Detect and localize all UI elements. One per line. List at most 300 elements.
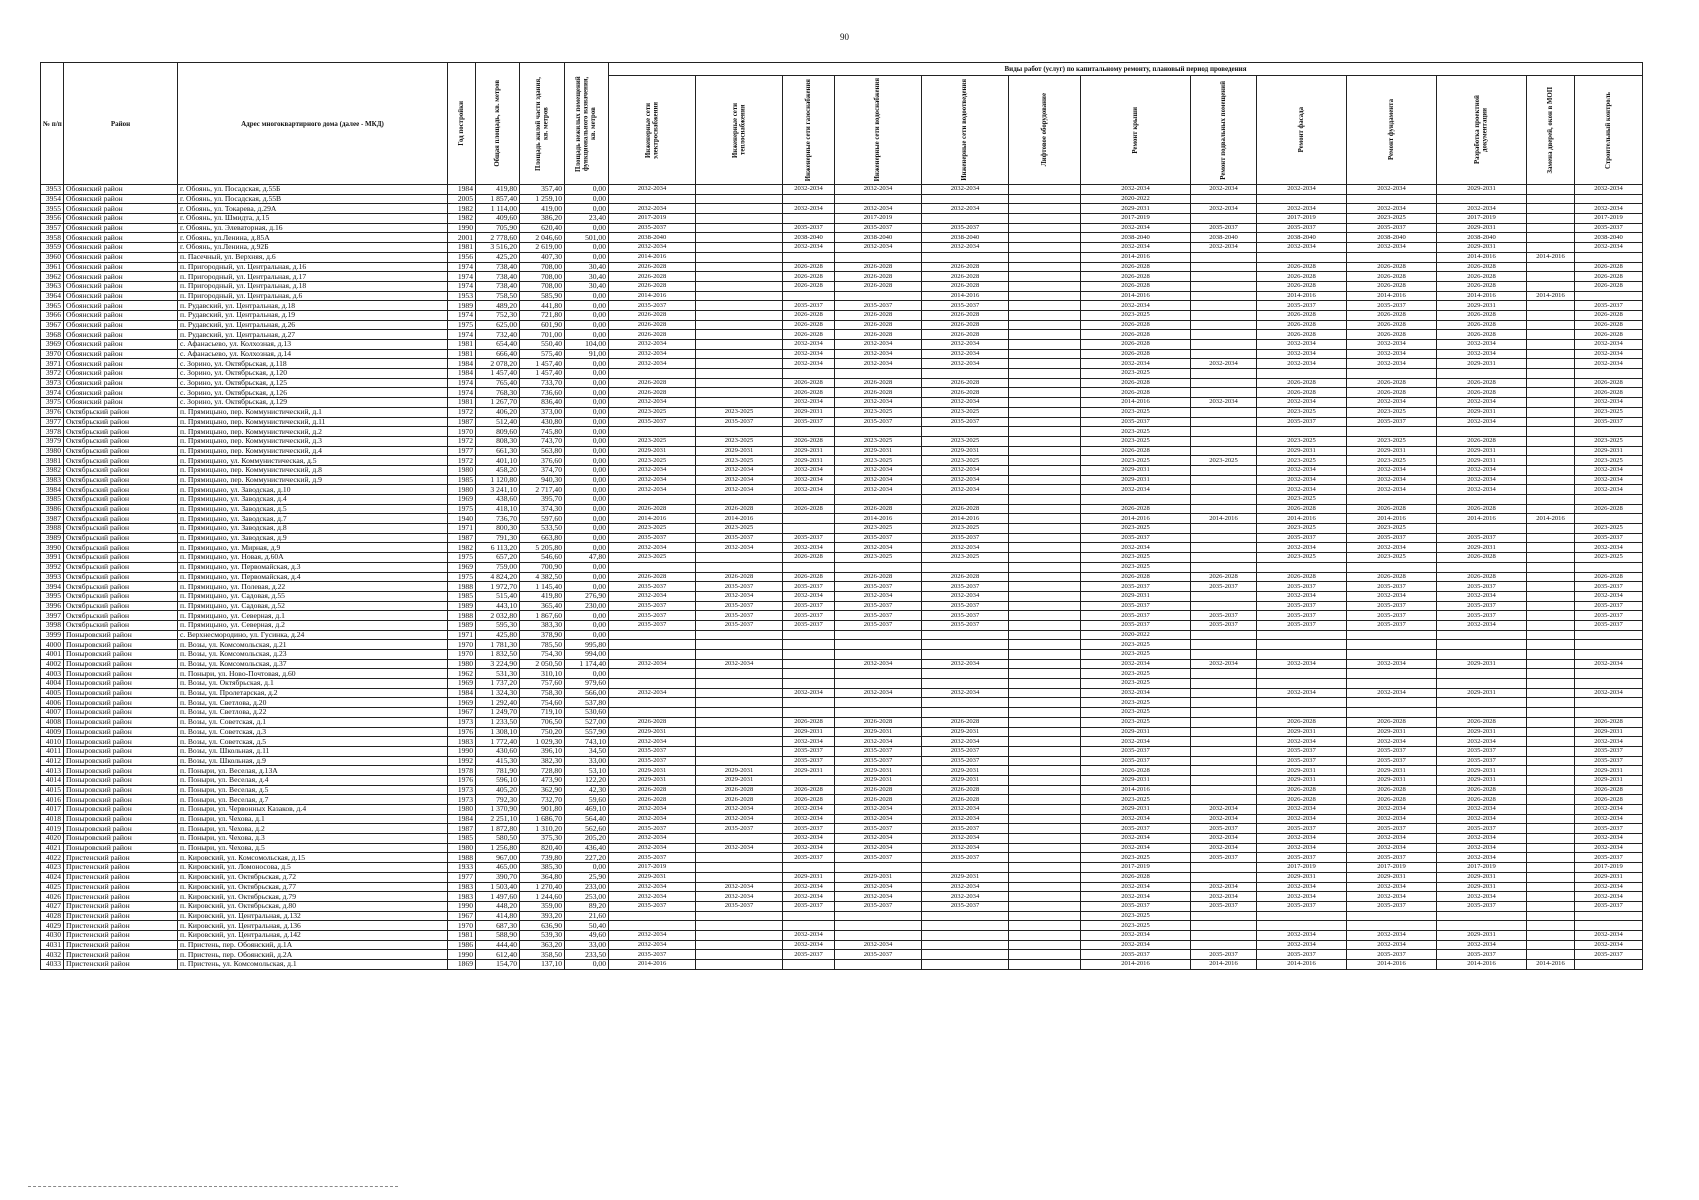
row-address: п. Прямицыно, ул. Садовая, д.55: [178, 591, 448, 601]
row-work-period: 2032-2034: [609, 892, 696, 902]
row-nonres-area: 0,00: [565, 669, 609, 679]
row-work-period: [696, 737, 783, 747]
row-year: 1981: [448, 349, 476, 359]
table-row: [41, 533, 1643, 543]
table-row: [41, 640, 1643, 650]
row-nonres-area: 0,00: [565, 446, 609, 456]
row-work-period: 2035-2037: [1575, 824, 1643, 834]
row-work-period: 2026-2028: [1257, 388, 1347, 398]
row-work-period: 2032-2034: [783, 243, 835, 253]
row-district: Обоянский район: [64, 398, 178, 408]
row-work-period: 2035-2037: [1257, 223, 1347, 233]
row-work-period: [1191, 553, 1257, 563]
row-number: 3967: [41, 320, 64, 330]
row-total-area: 1 781,30: [476, 640, 520, 650]
row-living-area: 745,80: [520, 427, 565, 437]
row-work-period: 2014-2016: [609, 291, 696, 301]
row-work-period: [696, 717, 783, 727]
row-number: 4005: [41, 688, 64, 698]
row-work-period: 2035-2037: [1257, 301, 1347, 311]
row-work-period: 2032-2034: [1081, 843, 1191, 853]
header-num: № п/п: [41, 63, 64, 185]
row-nonres-area: 0,00: [565, 582, 609, 592]
row-living-area: 733,70: [520, 378, 565, 388]
row-work-period: [1527, 436, 1575, 446]
row-year: 1981: [448, 243, 476, 253]
row-work-period: 2032-2034: [835, 834, 922, 844]
row-work-period: 2032-2034: [1347, 659, 1437, 669]
row-work-period: 2032-2034: [835, 398, 922, 408]
row-work-period: [1437, 698, 1527, 708]
row-number: 3983: [41, 475, 64, 485]
row-work-period: 2026-2028: [1081, 872, 1191, 882]
row-total-area: 489,20: [476, 301, 520, 311]
row-address: п. Возы, ул. Советская, д.1: [178, 717, 448, 727]
row-work-period: 2029-2031: [1437, 659, 1527, 669]
row-number: 4000: [41, 640, 64, 650]
row-nonres-area: 0,00: [565, 562, 609, 572]
row-year: 1982: [448, 214, 476, 224]
row-total-area: 1 292,40: [476, 698, 520, 708]
row-nonres-area: 0,00: [565, 310, 609, 320]
row-work-period: 2035-2037: [922, 620, 1009, 630]
row-work-period: 2029-2031: [1081, 475, 1191, 485]
row-nonres-area: 0,00: [565, 524, 609, 534]
row-work-period: [1527, 485, 1575, 495]
row-work-period: 2026-2028: [1081, 340, 1191, 350]
row-work-period: 2035-2037: [1081, 950, 1191, 960]
row-work-period: 2035-2037: [1081, 824, 1191, 834]
row-year: 1984: [448, 369, 476, 379]
row-year: 1983: [448, 737, 476, 747]
row-work-period: 2023-2025: [609, 407, 696, 417]
row-work-period: 2035-2037: [1191, 901, 1257, 911]
row-work-period: [783, 640, 835, 650]
row-work-period: 2035-2037: [783, 301, 835, 311]
row-nonres-area: 0,00: [565, 407, 609, 417]
row-number: 3961: [41, 262, 64, 272]
row-work-period: 2032-2034: [696, 814, 783, 824]
row-work-period: 2023-2025: [1081, 669, 1191, 679]
row-work-period: [1009, 252, 1081, 262]
row-work-period: [1347, 194, 1437, 204]
row-work-period: 2035-2037: [1257, 611, 1347, 621]
row-year: 1985: [448, 834, 476, 844]
page-number: 90: [840, 32, 849, 42]
row-work-period: 2032-2034: [1575, 485, 1643, 495]
row-work-period: 2035-2037: [609, 533, 696, 543]
row-work-period: [1009, 843, 1081, 853]
row-work-period: [1527, 214, 1575, 224]
row-work-period: 2026-2028: [696, 795, 783, 805]
row-district: Поныровский район: [64, 843, 178, 853]
header-work-3: Инженерные сети водоснабжения: [835, 76, 922, 185]
row-work-period: 2035-2037: [922, 746, 1009, 756]
row-district: Обоянский район: [64, 194, 178, 204]
row-work-period: 2035-2037: [696, 611, 783, 621]
row-living-area: 575,40: [520, 349, 565, 359]
row-work-period: 2032-2034: [922, 843, 1009, 853]
row-work-period: 2032-2034: [1437, 620, 1527, 630]
row-work-period: [1191, 640, 1257, 650]
row-total-area: 1 324,30: [476, 688, 520, 698]
row-year: 1967: [448, 911, 476, 921]
row-work-period: 2032-2034: [783, 688, 835, 698]
row-work-period: 2026-2028: [1081, 281, 1191, 291]
row-work-period: 2035-2037: [1081, 756, 1191, 766]
row-nonres-area: 979,60: [565, 679, 609, 689]
row-work-period: 2035-2037: [1081, 611, 1191, 621]
row-work-period: 2014-2016: [1081, 960, 1191, 970]
row-nonres-area: 436,40: [565, 843, 609, 853]
row-work-period: 2032-2034: [783, 485, 835, 495]
row-work-period: 2035-2037: [1191, 582, 1257, 592]
header-work-9: Ремонт фундамента: [1347, 76, 1437, 185]
row-address: п. Возы, ул. Светлова, д.20: [178, 698, 448, 708]
row-work-period: 2035-2037: [1437, 824, 1527, 834]
row-living-area: 533,50: [520, 524, 565, 534]
row-work-period: [609, 562, 696, 572]
table-row: [41, 272, 1643, 282]
row-work-period: 2014-2016: [696, 514, 783, 524]
row-work-period: 2026-2028: [922, 330, 1009, 340]
row-year: 1974: [448, 310, 476, 320]
row-work-period: [1575, 291, 1643, 301]
row-total-area: 448,20: [476, 901, 520, 911]
row-work-period: [1527, 785, 1575, 795]
row-work-period: 2035-2037: [1081, 601, 1191, 611]
row-work-period: 2029-2031: [835, 775, 922, 785]
row-address: п. Прямицыно, пер. Коммунистический, д.3: [178, 436, 448, 446]
row-work-period: 2026-2028: [1437, 320, 1527, 330]
row-work-period: 2032-2034: [1257, 882, 1347, 892]
row-nonres-area: 0,00: [565, 378, 609, 388]
row-work-period: 2014-2016: [1081, 785, 1191, 795]
row-work-period: [1009, 708, 1081, 718]
row-work-period: 2029-2031: [922, 872, 1009, 882]
row-work-period: 2029-2031: [1575, 446, 1643, 456]
row-district: Обоянский район: [64, 349, 178, 359]
row-work-period: 2038-2040: [1191, 233, 1257, 243]
row-work-period: 2032-2034: [1437, 814, 1527, 824]
row-work-period: 2026-2028: [1257, 378, 1347, 388]
row-work-period: 2023-2025: [1081, 698, 1191, 708]
row-nonres-area: 0,00: [565, 456, 609, 466]
row-nonres-area: 994,00: [565, 650, 609, 660]
row-living-area: 663,80: [520, 533, 565, 543]
row-work-period: [1347, 650, 1437, 660]
row-work-period: 2023-2025: [1257, 553, 1347, 563]
row-work-period: 2026-2028: [783, 572, 835, 582]
row-work-period: 2029-2031: [922, 766, 1009, 776]
row-work-period: 2032-2034: [696, 465, 783, 475]
row-district: Октябрьский район: [64, 582, 178, 592]
row-work-period: 2014-2016: [1527, 291, 1575, 301]
row-work-period: 2026-2028: [922, 378, 1009, 388]
row-year: 1975: [448, 320, 476, 330]
row-work-period: [1009, 456, 1081, 466]
table-row: [41, 427, 1643, 437]
row-work-period: [1527, 679, 1575, 689]
row-total-area: 515,40: [476, 591, 520, 601]
row-work-period: [1347, 669, 1437, 679]
row-work-period: 2035-2037: [609, 950, 696, 960]
row-work-period: [1527, 950, 1575, 960]
row-district: Поныровский район: [64, 679, 178, 689]
row-work-period: 2038-2040: [1575, 233, 1643, 243]
row-work-period: 2032-2034: [1191, 805, 1257, 815]
row-work-period: 2017-2019: [1257, 214, 1347, 224]
row-work-period: 2035-2037: [835, 582, 922, 592]
row-address: п. Прямицыно, ул. Первомайская, д.4: [178, 572, 448, 582]
row-address: п. Прямицыно, ул. Полевая, д.22: [178, 582, 448, 592]
row-work-period: [835, 291, 922, 301]
row-work-period: [922, 214, 1009, 224]
row-work-period: 2032-2034: [922, 185, 1009, 195]
row-total-area: 792,30: [476, 795, 520, 805]
table-row: [41, 940, 1643, 950]
row-year: 1985: [448, 591, 476, 601]
row-living-area: 373,00: [520, 407, 565, 417]
row-work-period: [1527, 901, 1575, 911]
table-row: [41, 727, 1643, 737]
row-number: 3968: [41, 330, 64, 340]
row-work-period: [609, 194, 696, 204]
row-work-period: 2032-2034: [609, 930, 696, 940]
row-work-period: 2029-2031: [1347, 766, 1437, 776]
row-work-period: 2035-2037: [1575, 950, 1643, 960]
row-total-area: 657,20: [476, 553, 520, 563]
row-work-period: 2020-2022: [1081, 194, 1191, 204]
row-work-period: [1527, 853, 1575, 863]
row-work-period: 2032-2034: [835, 485, 922, 495]
row-work-period: [1527, 233, 1575, 243]
row-number: 3987: [41, 514, 64, 524]
row-work-period: [1009, 640, 1081, 650]
table-row: [41, 359, 1643, 369]
row-work-period: [1527, 533, 1575, 543]
row-year: 1869: [448, 960, 476, 970]
row-work-period: 2032-2034: [835, 204, 922, 214]
row-living-area: 1 457,40: [520, 359, 565, 369]
row-living-area: 585,90: [520, 291, 565, 301]
table-row: [41, 911, 1643, 921]
row-work-period: 2023-2025: [1575, 436, 1643, 446]
row-year: 1981: [448, 398, 476, 408]
row-work-period: 2035-2037: [1081, 417, 1191, 427]
row-work-period: 2017-2019: [1437, 863, 1527, 873]
row-nonres-area: 1 174,40: [565, 659, 609, 669]
row-work-period: 2032-2034: [1437, 475, 1527, 485]
row-work-period: [1527, 746, 1575, 756]
row-nonres-area: 233,50: [565, 950, 609, 960]
row-work-period: 2032-2034: [696, 485, 783, 495]
row-address: п. Поныри, ул. Веселая, д.4: [178, 775, 448, 785]
row-total-area: 3 224,90: [476, 659, 520, 669]
table-row: [41, 591, 1643, 601]
row-address: с. Верхнесмородино, ул. Гусинка, д.24: [178, 630, 448, 640]
row-number: 3957: [41, 223, 64, 233]
row-living-area: 785,50: [520, 640, 565, 650]
row-year: 1983: [448, 892, 476, 902]
row-work-period: [1527, 320, 1575, 330]
row-district: Пристенский район: [64, 853, 178, 863]
row-work-period: 2032-2034: [1347, 349, 1437, 359]
row-work-period: [696, 669, 783, 679]
row-work-period: [783, 960, 835, 970]
row-work-period: [783, 669, 835, 679]
table-row: [41, 698, 1643, 708]
row-work-period: 2023-2025: [1081, 640, 1191, 650]
row-work-period: 2026-2028: [783, 553, 835, 563]
row-work-period: 2026-2028: [1081, 572, 1191, 582]
row-address: г. Обоянь, ул. Посадская, д.55Б: [178, 185, 448, 195]
row-work-period: [1437, 708, 1527, 718]
row-number: 4021: [41, 843, 64, 853]
row-district: Обоянский район: [64, 359, 178, 369]
row-work-period: 2032-2034: [1437, 204, 1527, 214]
row-total-area: 1 457,40: [476, 369, 520, 379]
row-living-area: 706,50: [520, 717, 565, 727]
row-work-period: [922, 960, 1009, 970]
row-work-period: [1009, 582, 1081, 592]
row-nonres-area: 0,00: [565, 572, 609, 582]
row-work-period: 2035-2037: [783, 746, 835, 756]
row-work-period: 2035-2037: [1257, 620, 1347, 630]
row-work-period: [1009, 601, 1081, 611]
row-work-period: [1347, 562, 1437, 572]
row-number: 3972: [41, 369, 64, 379]
row-work-period: [1009, 417, 1081, 427]
row-number: 4010: [41, 737, 64, 747]
row-work-period: 2023-2025: [1575, 524, 1643, 534]
row-work-period: 2032-2034: [1257, 485, 1347, 495]
row-work-period: 2032-2034: [1575, 882, 1643, 892]
row-work-period: [922, 708, 1009, 718]
header-work-6: Ремонт крыши: [1081, 76, 1191, 185]
row-work-period: [1527, 310, 1575, 320]
row-work-period: 2026-2028: [1437, 310, 1527, 320]
row-nonres-area: 104,00: [565, 340, 609, 350]
row-work-period: [609, 650, 696, 660]
row-work-period: [1191, 930, 1257, 940]
row-work-period: 2035-2037: [1347, 417, 1437, 427]
row-work-period: [1527, 553, 1575, 563]
row-work-period: 2035-2037: [835, 620, 922, 630]
row-work-period: 2032-2034: [1575, 243, 1643, 253]
row-number: 4011: [41, 746, 64, 756]
row-work-period: [1009, 185, 1081, 195]
row-work-period: 2032-2034: [922, 243, 1009, 253]
row-work-period: [922, 940, 1009, 950]
row-work-period: [1575, 650, 1643, 660]
row-work-period: 2035-2037: [1191, 824, 1257, 834]
row-work-period: 2032-2034: [1347, 185, 1437, 195]
row-work-period: [1575, 495, 1643, 505]
row-number: 4015: [41, 785, 64, 795]
row-work-period: 2032-2034: [922, 737, 1009, 747]
row-year: 1969: [448, 679, 476, 689]
row-work-period: 2017-2019: [1575, 214, 1643, 224]
row-work-period: 2029-2031: [1081, 204, 1191, 214]
row-work-period: [1191, 214, 1257, 224]
row-nonres-area: 0,00: [565, 388, 609, 398]
row-work-period: 2026-2028: [835, 330, 922, 340]
table-row: [41, 514, 1643, 524]
row-work-period: [696, 194, 783, 204]
row-work-period: 2032-2034: [1437, 398, 1527, 408]
row-work-period: 2032-2034: [783, 843, 835, 853]
row-work-period: [1437, 630, 1527, 640]
row-number: 3992: [41, 562, 64, 572]
row-work-period: [1527, 591, 1575, 601]
row-work-period: [1191, 650, 1257, 660]
row-work-period: 2014-2016: [835, 514, 922, 524]
row-work-period: [1009, 824, 1081, 834]
row-work-period: 2035-2037: [922, 611, 1009, 621]
row-year: 1972: [448, 456, 476, 466]
row-work-period: [1009, 446, 1081, 456]
row-work-period: [922, 669, 1009, 679]
row-work-period: [1437, 495, 1527, 505]
row-district: Поныровский район: [64, 756, 178, 766]
row-address: г. Обоянь, ул. Элеваторная, д.16: [178, 223, 448, 233]
row-work-period: 2035-2037: [1081, 620, 1191, 630]
row-living-area: 395,70: [520, 495, 565, 505]
row-work-period: [609, 679, 696, 689]
row-year: 1974: [448, 262, 476, 272]
row-district: Октябрьский район: [64, 514, 178, 524]
row-nonres-area: 0,00: [565, 475, 609, 485]
row-work-period: 2029-2031: [1437, 243, 1527, 253]
row-address: п. Пригородный, ул. Центральная, д.17: [178, 272, 448, 282]
row-nonres-area: 0,00: [565, 243, 609, 253]
row-number: 4009: [41, 727, 64, 737]
row-work-period: 2032-2034: [1575, 659, 1643, 669]
row-total-area: 666,40: [476, 349, 520, 359]
row-work-period: 2026-2028: [922, 262, 1009, 272]
row-work-period: 2029-2031: [609, 766, 696, 776]
row-address: п. Поныри, ул. Ново-Почтовая, д.60: [178, 669, 448, 679]
row-living-area: 310,10: [520, 669, 565, 679]
row-work-period: [696, 679, 783, 689]
row-work-period: 2035-2037: [835, 950, 922, 960]
row-work-period: 2032-2034: [1191, 659, 1257, 669]
row-work-period: [1191, 281, 1257, 291]
row-work-period: 2032-2034: [1575, 340, 1643, 350]
row-work-period: [696, 427, 783, 437]
row-year: 1989: [448, 620, 476, 630]
row-year: 1980: [448, 843, 476, 853]
row-work-period: [1527, 456, 1575, 466]
row-work-period: 2029-2031: [783, 446, 835, 456]
row-work-period: [1257, 630, 1347, 640]
row-work-period: 2035-2037: [1347, 746, 1437, 756]
row-work-period: 2029-2031: [922, 446, 1009, 456]
row-work-period: 2032-2034: [1437, 340, 1527, 350]
row-work-period: 2026-2028: [1437, 572, 1527, 582]
row-work-period: 2032-2034: [922, 688, 1009, 698]
row-work-period: [1257, 679, 1347, 689]
row-address: п. Пристень, пер. Обоянский, д.2А: [178, 950, 448, 960]
row-number: 3998: [41, 620, 64, 630]
row-work-period: [1347, 252, 1437, 262]
row-district: Обоянский район: [64, 369, 178, 379]
row-living-area: 374,70: [520, 465, 565, 475]
row-work-period: [696, 940, 783, 950]
row-total-area: 2 078,20: [476, 359, 520, 369]
row-number: 3970: [41, 349, 64, 359]
